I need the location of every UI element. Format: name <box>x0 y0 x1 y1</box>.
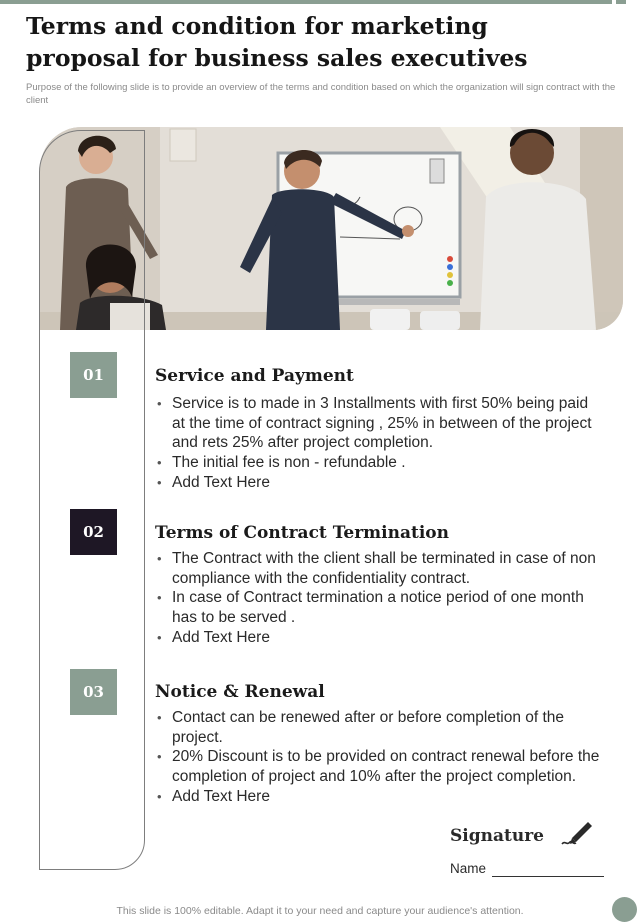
section-number-01: 01 <box>70 352 117 398</box>
section-title-notice-renewal: Notice & Renewal <box>155 682 325 702</box>
content-frame <box>39 130 145 870</box>
name-label: Name <box>450 861 487 876</box>
top-accent-bar <box>0 0 612 4</box>
section-title-service-payment: Service and Payment <box>155 366 354 386</box>
bullet-item: • 20% Discount is to be provided on contract renewal before the completion of project and 10% after the project completion. <box>155 747 605 786</box>
bullet-item: • Add Text Here <box>155 628 605 648</box>
footer-note: This slide is 100% editable. Adapt it to your need and capture your audience's attention. <box>116 905 524 917</box>
page-title: Terms and condition for marketing proposal for business sales executives <box>26 12 528 72</box>
name-input-line[interactable] <box>492 876 604 877</box>
bullet-item: • Add Text Here <box>155 473 605 493</box>
section-bullets-notice-renewal <box>155 708 605 807</box>
bullet-item: • Contact can be renewed after or before completion of the project. <box>155 708 605 747</box>
bullet-item: • The Contract with the client shall be terminated in case of non compliance with the confidentiality contract. <box>155 549 605 588</box>
section-number-02: 02 <box>70 509 117 555</box>
top-accent-dot <box>616 0 626 4</box>
bullet-item: • Add Text Here <box>155 787 605 807</box>
section-bullets-service-payment <box>155 394 605 493</box>
corner-accent-dot <box>612 897 637 922</box>
section-number-03: 03 <box>70 669 117 715</box>
bullet-item: • Service is to made in 3 Installments with first 50% being paid at the time of contract signing , 25% in between of the project and rets 25% after project completion. <box>155 394 605 453</box>
bullet-item: • In case of Contract termination a notice period of one month has to be served . <box>155 588 605 627</box>
section-title-contract-termination: Terms of Contract Termination <box>155 523 449 543</box>
bullet-item: • The initial fee is non - refundable . <box>155 453 605 473</box>
section-bullets-contract-termination <box>155 549 605 648</box>
signature-label: Signature <box>450 826 544 846</box>
pen-signature-icon <box>560 818 594 848</box>
page-subtitle: Purpose of the following slide is to provide an overview of the terms and condition based on which the organization will sign contract with the client <box>26 82 616 106</box>
